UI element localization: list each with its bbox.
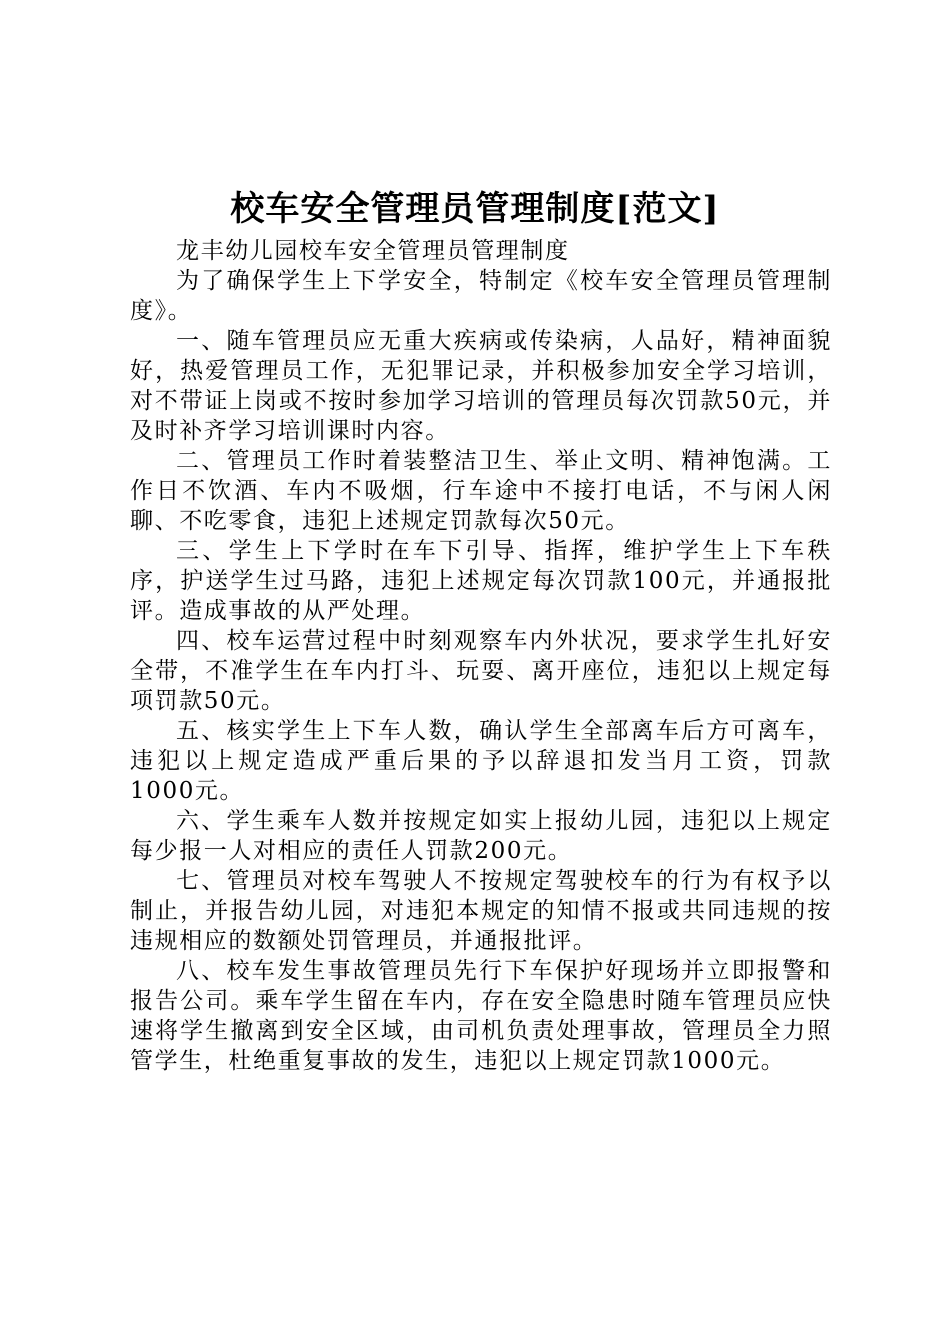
paragraph-rule-6: 六、学生乘车人数并按规定如实上报幼儿园，违犯以上规定每少报一人对相应的责任人罚款200元。 bbox=[130, 808, 832, 864]
paragraph-rule-8: 八、校车发生事故管理员先行下车保护好现场并立即报警和报告公司。乘车学生留在车内，存在安全隐患时随车管理员应快速将学生撤离到安全区域，由司机负责处理事故，管理员全力照管学生，杜绝重复事故的发生，违犯以上规定罚款1000元。 bbox=[130, 958, 832, 1074]
paragraph-rule-5: 五、核实学生上下车人数，确认学生全部离车后方可离车，违犯以上规定造成严重后果的予以辞退扣发当月工资，罚款1000元。 bbox=[130, 718, 832, 804]
paragraph-intro: 为了确保学生上下学安全，特制定《校车安全管理员管理制度》。 bbox=[130, 268, 832, 324]
document-title: 校车安全管理员管理制度[范文] bbox=[230, 189, 720, 229]
paragraph-rule-3: 三、学生上下学时在车下引导、指挥，维护学生上下车秩序，护送学生过马路，违犯上述规定每次罚款100元，并通报批评。造成事故的从严处理。 bbox=[130, 538, 832, 624]
paragraph-rule-7: 七、管理员对校车驾驶人不按规定驾驶校车的行为有权予以制止，并报告幼儿园，对违犯本规定的知情不报或共同违规的按违规相应的数额处罚管理员，并通报批评。 bbox=[130, 868, 832, 954]
paragraph-heading: 龙丰幼儿园校车安全管理员管理制度 bbox=[176, 238, 570, 264]
paragraph-rule-1: 一、随车管理员应无重大疾病或传染病，人品好，精神面貌好，热爱管理员工作，无犯罪记录，并积极参加安全学习培训，对不带证上岗或不按时参加学习培训的管理员每次罚款50元，并及时补齐学习培训课时内容。 bbox=[130, 328, 832, 444]
document-body bbox=[130, 236, 832, 1076]
paragraph-rule-4: 四、校车运营过程中时刻观察车内外状况，要求学生扎好安全带，不准学生在车内打斗、玩耍、离开座位，违犯以上规定每项罚款50元。 bbox=[130, 628, 832, 714]
paragraph-rule-2: 二、管理员工作时着装整洁卫生、举止文明、精神饱满。工作日不饮酒、车内不吸烟，行车途中不接打电话，不与闲人闲聊、不吃零食，违犯上述规定罚款每次50元。 bbox=[130, 448, 832, 534]
